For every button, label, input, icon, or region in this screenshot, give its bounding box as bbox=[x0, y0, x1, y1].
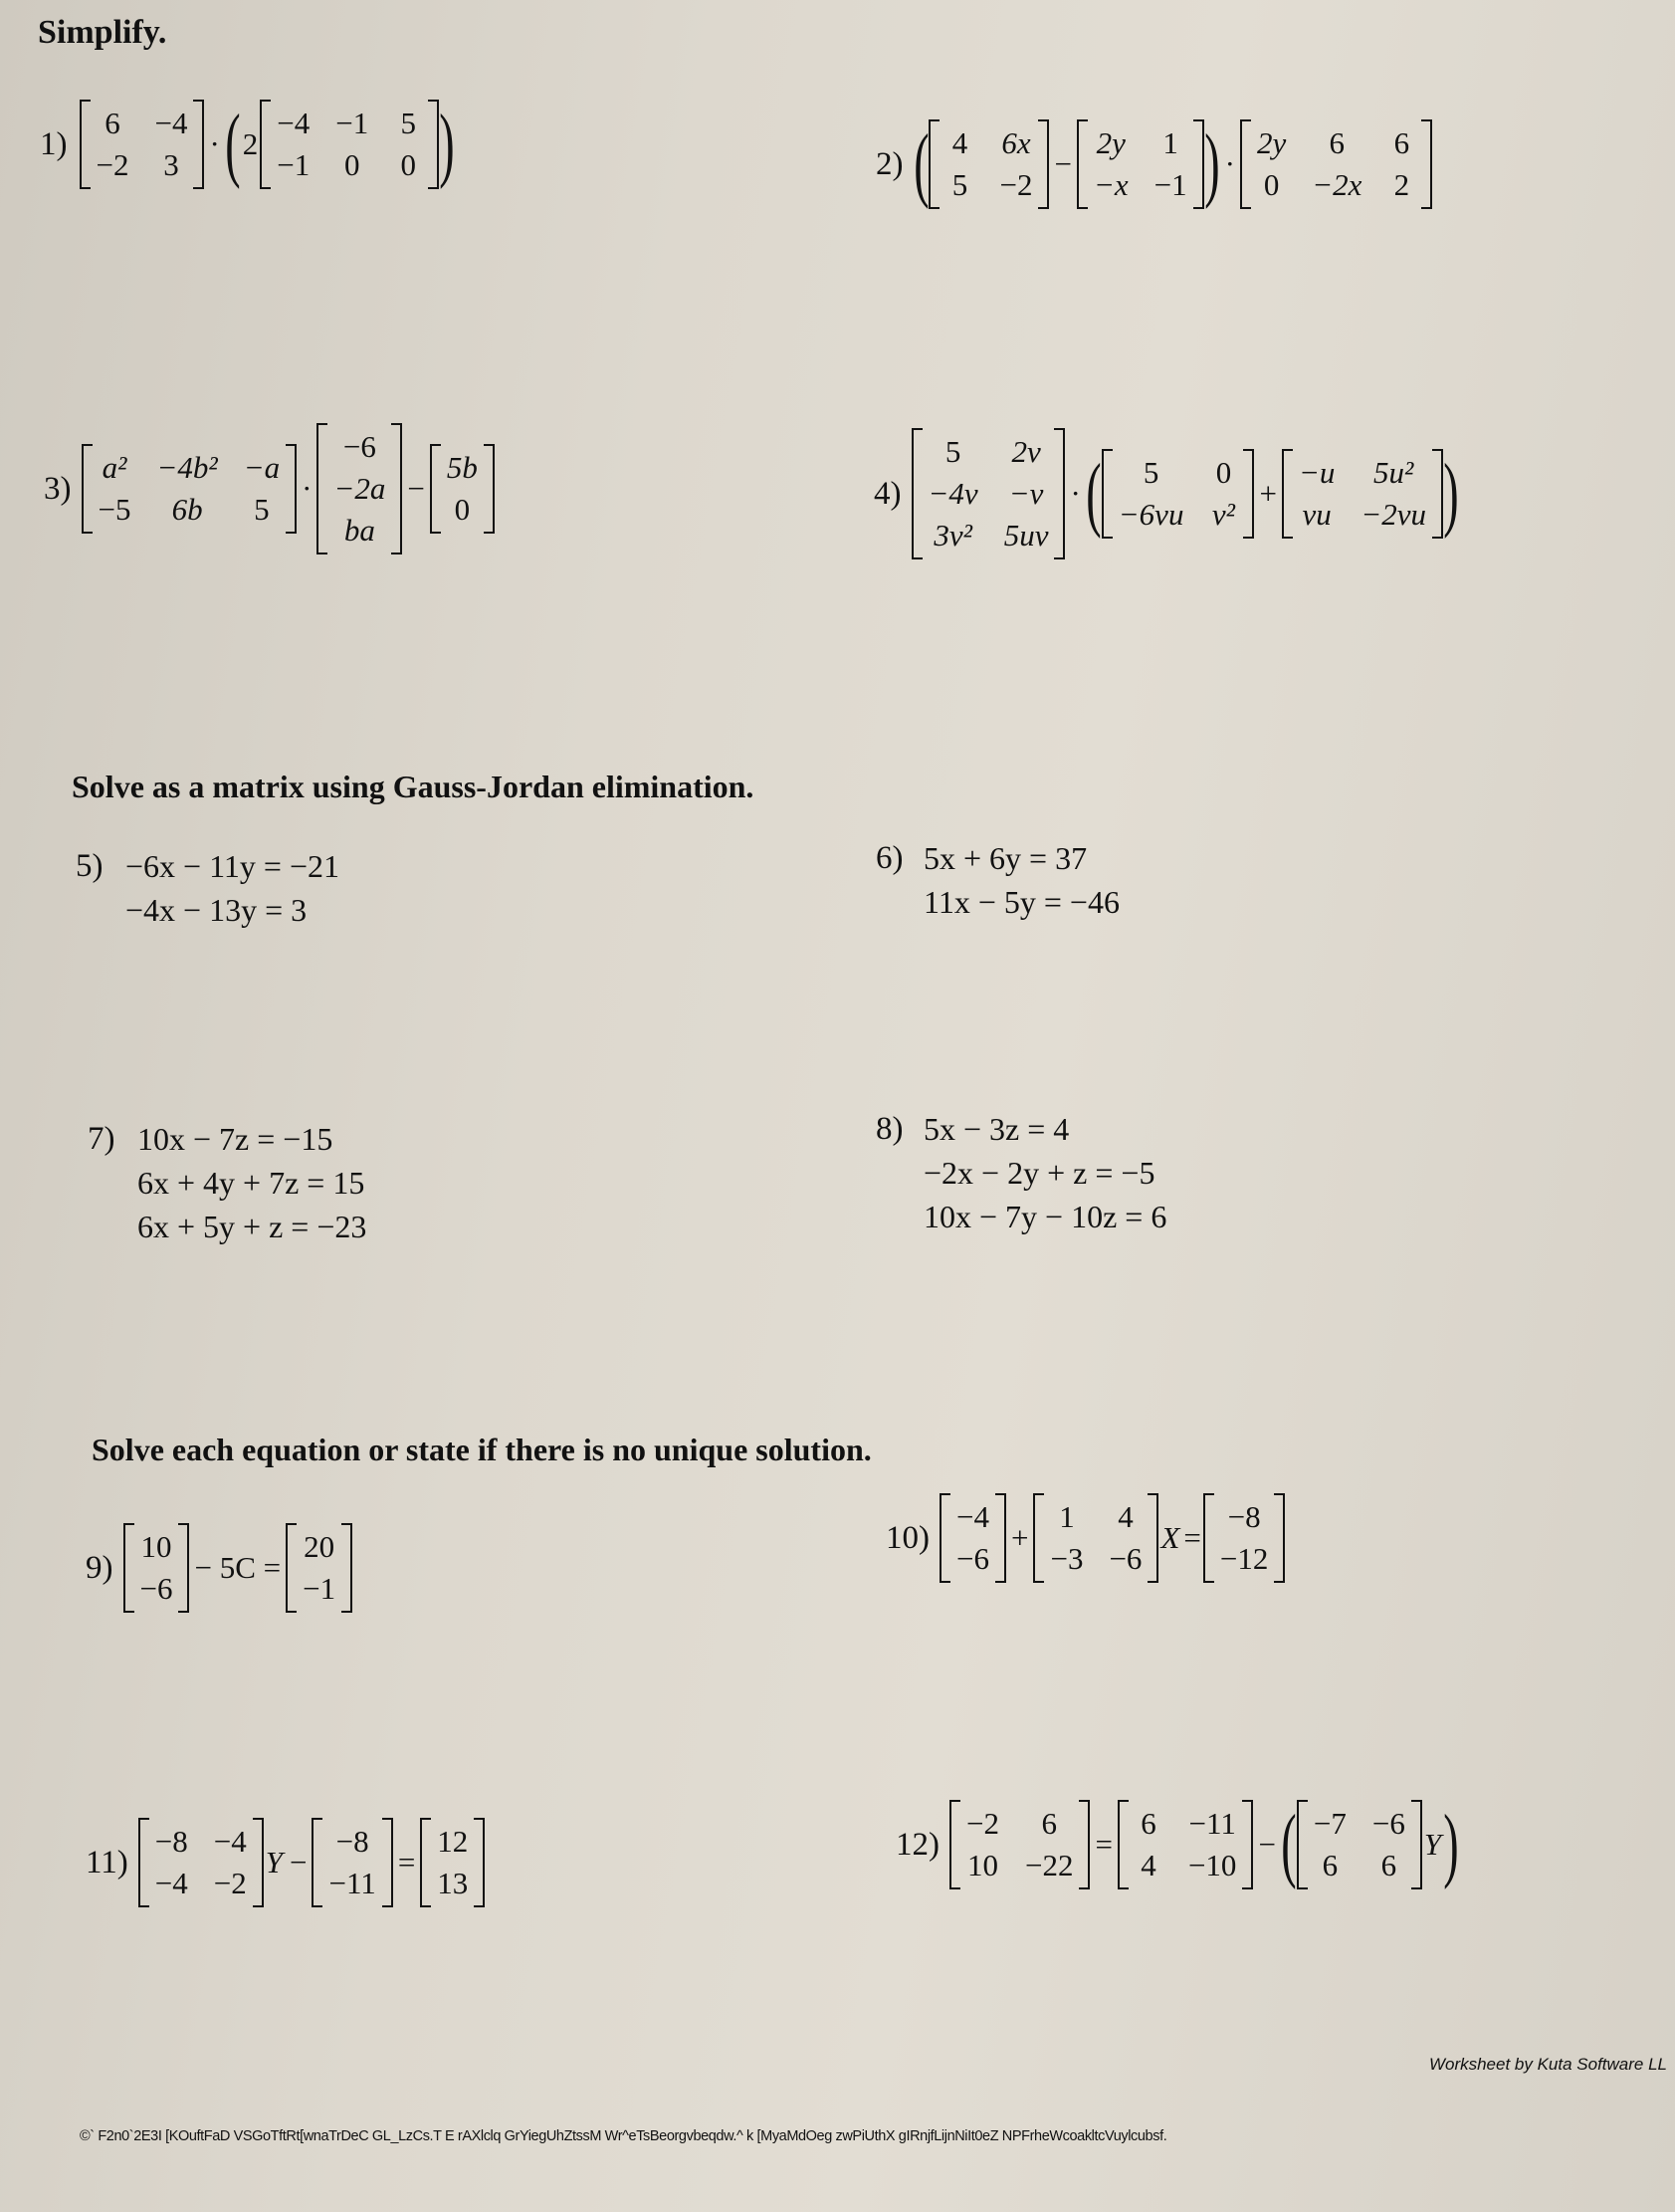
right-bracket bbox=[1411, 1800, 1422, 1889]
matrix-cell: 6 bbox=[1393, 125, 1410, 160]
right-bracket bbox=[1054, 428, 1065, 559]
problem-12 bbox=[896, 1800, 1459, 1889]
matrix-cell: 5uv bbox=[1003, 518, 1049, 553]
right-bracket bbox=[1432, 449, 1443, 539]
equals-operator: = bbox=[1183, 1520, 1201, 1555]
matrix-body bbox=[960, 1800, 1079, 1889]
matrix-cell: 5 bbox=[254, 492, 270, 527]
right-bracket bbox=[178, 1523, 189, 1613]
left-bracket bbox=[82, 444, 93, 534]
matrix-cell: −10 bbox=[1187, 1848, 1237, 1882]
matrix bbox=[138, 1818, 264, 1907]
matrix-cell: 2v bbox=[1011, 434, 1041, 469]
left-bracket bbox=[929, 119, 940, 209]
problem-number: 9) bbox=[86, 1549, 113, 1586]
matrix-cell: 1 bbox=[1162, 125, 1178, 160]
matrix-cell: 6x bbox=[1001, 125, 1031, 160]
left-bracket bbox=[940, 1493, 950, 1583]
matrix bbox=[912, 428, 1066, 559]
matrix-cell: 4 bbox=[951, 125, 968, 160]
right-bracket bbox=[995, 1493, 1006, 1583]
matrix-cell: 10 bbox=[140, 1529, 172, 1564]
matrix-cell: 13 bbox=[437, 1866, 469, 1900]
matrix-cell: −6 bbox=[1371, 1806, 1405, 1841]
equation-line: −2x − 2y + z = −5 bbox=[924, 1155, 1155, 1191]
copyright-line: ©` F2n0`2E3I [KOuftFaD VSGoTftRt[wnaTrDeC GL_LzCs.T E rAXlclq GrYiegUhZtssM Wr^eTsBeorgvbeqdw.^ k [MyaMdOeg zwPiUthX gIRnjfLijnNiIt0eZ NPFrheWcoakltcVuylcubsf. bbox=[80, 2128, 1167, 2144]
matrix-cell: −4 bbox=[956, 1499, 989, 1534]
matrix-cell: 0 bbox=[344, 147, 360, 182]
matrix bbox=[123, 1523, 190, 1613]
matrix bbox=[940, 1493, 1006, 1583]
left-bracket bbox=[138, 1818, 149, 1907]
matrix-body bbox=[950, 1493, 995, 1583]
right-bracket bbox=[286, 444, 297, 534]
matrix-cell: 6 bbox=[1329, 125, 1346, 160]
matrix-body bbox=[1088, 119, 1193, 209]
matrix-cell: −2 bbox=[96, 147, 129, 182]
matrix-cell: 6 bbox=[1380, 1848, 1397, 1882]
right-bracket bbox=[341, 1523, 352, 1613]
left-bracket bbox=[312, 1818, 322, 1907]
matrix-cell: −22 bbox=[1024, 1848, 1074, 1882]
matrix-body bbox=[441, 444, 484, 534]
matrix-body bbox=[1251, 119, 1421, 209]
matrix-cell: −2 bbox=[966, 1806, 999, 1841]
matrix-cell: 3v² bbox=[934, 518, 972, 553]
matrix bbox=[1282, 449, 1443, 539]
matrix-cell: 0 bbox=[400, 147, 416, 182]
right-bracket bbox=[1421, 119, 1432, 209]
matrix-cell: −8 bbox=[154, 1824, 188, 1859]
matrix-cell: −11 bbox=[328, 1866, 376, 1900]
matrix-cell: 0 bbox=[1215, 455, 1232, 490]
problem-number: 11) bbox=[86, 1844, 128, 1880]
equation-line: −4x − 13y = 3 bbox=[125, 892, 308, 928]
problem-number: 8) bbox=[876, 1111, 904, 1147]
kuta-credit: Worksheet by Kuta Software LL bbox=[1428, 2055, 1667, 2074]
problem-number: 7) bbox=[88, 1121, 115, 1157]
matrix-cell: 5 bbox=[400, 106, 416, 140]
matrix-cell: −7 bbox=[1313, 1806, 1347, 1841]
right-bracket bbox=[391, 423, 402, 554]
heading-gauss-jordan: Solve as a matrix using Gauss-Jordan elimination. bbox=[72, 769, 754, 804]
problem-9 bbox=[86, 1523, 352, 1613]
matrix-cell: 0 bbox=[454, 492, 471, 527]
matrix-body bbox=[1293, 449, 1432, 539]
matrix-cell: 6 bbox=[105, 106, 120, 140]
matrix-cell: −a bbox=[243, 450, 281, 485]
matrix bbox=[949, 1800, 1090, 1889]
right-bracket bbox=[1274, 1493, 1285, 1583]
equation-line: −6x − 11y = −21 bbox=[125, 848, 339, 884]
right-bracket bbox=[1038, 119, 1049, 209]
left-bracket bbox=[1118, 1800, 1129, 1889]
matrix-cell: 5 bbox=[1143, 455, 1159, 490]
left-bracket bbox=[1240, 119, 1251, 209]
right-bracket bbox=[193, 100, 204, 189]
matrix-cell: 12 bbox=[437, 1824, 469, 1859]
right-paren: ) bbox=[1203, 117, 1220, 210]
left-bracket bbox=[430, 444, 441, 534]
equation-line: 5x + 6y = 37 bbox=[924, 840, 1088, 876]
right-paren: ) bbox=[439, 98, 455, 190]
matrix-cell: −6 bbox=[956, 1541, 989, 1576]
equation-system bbox=[125, 844, 339, 932]
left-bracket bbox=[420, 1818, 431, 1907]
left-paren: ( bbox=[1086, 447, 1102, 540]
left-bracket bbox=[1102, 449, 1113, 539]
left-bracket bbox=[1033, 1493, 1044, 1583]
problem-11 bbox=[86, 1818, 485, 1907]
matrix-body bbox=[271, 100, 428, 189]
matrix-cell: −6 bbox=[1109, 1541, 1143, 1576]
equation-system bbox=[137, 1117, 366, 1248]
equation-line: 10x − 7y − 10z = 6 bbox=[924, 1199, 1167, 1234]
right-bracket bbox=[382, 1818, 393, 1907]
dot-operator: · bbox=[302, 471, 313, 506]
variable: X bbox=[1160, 1520, 1180, 1555]
problem-4 bbox=[874, 428, 1459, 559]
equation-line: 10x − 7z = −15 bbox=[137, 1121, 333, 1157]
minus-operator: − bbox=[1054, 146, 1072, 181]
right-paren: ) bbox=[1443, 447, 1459, 540]
equation-line: 6x + 5y + z = −23 bbox=[137, 1209, 367, 1244]
minus-operator: − bbox=[1258, 1827, 1276, 1862]
problem-number: 2) bbox=[876, 145, 904, 182]
matrix-body bbox=[1214, 1493, 1274, 1583]
dot-operator: · bbox=[209, 126, 220, 161]
heading-solve-equations: Solve each equation or state if there is no unique solution. bbox=[92, 1432, 872, 1467]
matrix-cell: 4 bbox=[1141, 1848, 1156, 1882]
matrix bbox=[1102, 449, 1255, 539]
matrix-cell: 6 bbox=[1141, 1806, 1156, 1841]
right-bracket bbox=[474, 1818, 485, 1907]
matrix-body bbox=[297, 1523, 341, 1613]
equation-system bbox=[924, 1107, 1166, 1238]
dot-operator: · bbox=[1224, 146, 1235, 181]
matrix bbox=[1033, 1493, 1158, 1583]
problem-1 bbox=[40, 100, 455, 189]
matrix-body bbox=[1044, 1493, 1148, 1583]
minus-operator: − bbox=[289, 1845, 308, 1880]
matrix-cell: −4 bbox=[154, 1866, 188, 1900]
matrix-cell: a² bbox=[102, 450, 127, 485]
left-paren: ( bbox=[225, 98, 241, 190]
problem-2 bbox=[876, 119, 1432, 209]
matrix-cell: 3 bbox=[163, 147, 179, 182]
heading-simplify: Simplify. bbox=[38, 14, 167, 51]
matrix-cell: 5u² bbox=[1373, 455, 1414, 490]
matrix bbox=[929, 119, 1049, 209]
matrix-cell: 10 bbox=[966, 1848, 998, 1882]
left-bracket bbox=[260, 100, 271, 189]
matrix-body bbox=[91, 100, 194, 189]
matrix-cell: ba bbox=[343, 513, 375, 548]
dot-operator: · bbox=[1070, 476, 1081, 511]
left-bracket bbox=[316, 423, 327, 554]
matrix-cell: 1 bbox=[1059, 1499, 1075, 1534]
matrix-cell: −2x bbox=[1312, 167, 1362, 202]
matrix-cell: vu bbox=[1302, 497, 1332, 532]
equation-line: 6x + 4y + 7z = 15 bbox=[137, 1165, 365, 1201]
matrix-cell: −4 bbox=[277, 106, 311, 140]
matrix-cell: −1 bbox=[277, 147, 311, 182]
matrix-cell: 6 bbox=[1041, 1806, 1057, 1841]
matrix-cell: −2 bbox=[213, 1866, 247, 1900]
left-bracket bbox=[1282, 449, 1293, 539]
matrix bbox=[1203, 1493, 1285, 1583]
variable: Y bbox=[265, 1845, 283, 1880]
matrix-cell: 2y bbox=[1096, 125, 1126, 160]
matrix-body bbox=[1113, 449, 1244, 539]
problem-number: 4) bbox=[874, 475, 902, 512]
equation-system bbox=[924, 836, 1120, 924]
matrix bbox=[1118, 1800, 1253, 1889]
equation-middle: − 5C = bbox=[194, 1550, 282, 1585]
matrix-body bbox=[940, 119, 1038, 209]
matrix-cell: 5b bbox=[446, 450, 478, 485]
matrix-cell: −6vu bbox=[1118, 497, 1184, 532]
matrix-cell: 0 bbox=[1263, 167, 1280, 202]
right-bracket bbox=[428, 100, 439, 189]
matrix-cell: −v bbox=[1008, 476, 1044, 511]
matrix-cell: 5 bbox=[951, 167, 968, 202]
left-paren: ( bbox=[913, 117, 930, 210]
matrix-cell: −5 bbox=[98, 492, 131, 527]
left-bracket bbox=[123, 1523, 134, 1613]
matrix bbox=[286, 1523, 352, 1613]
matrix-cell: −1 bbox=[303, 1571, 336, 1606]
right-bracket bbox=[484, 444, 495, 534]
right-paren: ) bbox=[1443, 1798, 1459, 1890]
left-bracket bbox=[949, 1800, 960, 1889]
matrix-cell: −1 bbox=[1153, 167, 1187, 202]
plus-operator: + bbox=[1010, 1520, 1029, 1555]
left-paren: ( bbox=[1281, 1798, 1297, 1890]
matrix-cell: 6b bbox=[171, 492, 203, 527]
matrix-body bbox=[923, 428, 1055, 559]
matrix-body bbox=[134, 1523, 179, 1613]
matrix bbox=[1077, 119, 1204, 209]
matrix-cell: −6 bbox=[139, 1571, 173, 1606]
equation-line: 11x − 5y = −46 bbox=[924, 884, 1120, 920]
problem-number: 12) bbox=[896, 1826, 940, 1863]
matrix bbox=[1297, 1800, 1422, 1889]
left-bracket bbox=[80, 100, 91, 189]
plus-operator: + bbox=[1259, 476, 1277, 511]
matrix-cell: −11 bbox=[1188, 1806, 1236, 1841]
left-bracket bbox=[1297, 1800, 1308, 1889]
matrix-body bbox=[431, 1818, 474, 1907]
problem-7 bbox=[88, 1117, 366, 1248]
matrix bbox=[80, 100, 205, 189]
left-bracket bbox=[1077, 119, 1088, 209]
matrix bbox=[260, 100, 439, 189]
problem-8 bbox=[876, 1107, 1166, 1238]
equals-operator: = bbox=[397, 1845, 416, 1880]
right-bracket bbox=[1079, 1800, 1090, 1889]
matrix-body bbox=[93, 444, 287, 534]
equals-operator: = bbox=[1095, 1827, 1113, 1862]
problem-3 bbox=[44, 423, 495, 554]
equation-line: 5x − 3z = 4 bbox=[924, 1111, 1070, 1147]
problem-10 bbox=[886, 1493, 1285, 1583]
matrix bbox=[420, 1818, 485, 1907]
right-bracket bbox=[253, 1818, 264, 1907]
problem-6 bbox=[876, 836, 1120, 924]
matrix-cell: 4 bbox=[1118, 1499, 1134, 1534]
matrix-cell: −x bbox=[1093, 167, 1129, 202]
matrix-cell: −3 bbox=[1050, 1541, 1084, 1576]
matrix-cell: −u bbox=[1298, 455, 1336, 490]
right-bracket bbox=[1243, 449, 1254, 539]
scalar-coefficient: 2 bbox=[242, 126, 259, 161]
problem-number: 3) bbox=[44, 470, 72, 507]
matrix bbox=[82, 444, 298, 534]
matrix-cell: −4v bbox=[928, 476, 978, 511]
matrix-cell: −1 bbox=[335, 106, 369, 140]
minus-operator: − bbox=[407, 471, 425, 506]
matrix-cell: −2vu bbox=[1361, 497, 1427, 532]
matrix-body bbox=[327, 423, 391, 554]
problem-number: 5) bbox=[76, 848, 104, 884]
matrix bbox=[430, 444, 495, 534]
matrix-cell: −12 bbox=[1219, 1541, 1269, 1576]
matrix-cell: −4 bbox=[154, 106, 188, 140]
matrix-cell: 2 bbox=[1393, 167, 1410, 202]
problem-number: 6) bbox=[876, 840, 904, 876]
right-bracket bbox=[1193, 119, 1204, 209]
matrix-cell: −4 bbox=[213, 1824, 247, 1859]
matrix-cell: 20 bbox=[304, 1529, 335, 1564]
matrix bbox=[1240, 119, 1432, 209]
matrix bbox=[316, 423, 402, 554]
matrix-cell: 6 bbox=[1322, 1848, 1339, 1882]
problem-number: 1) bbox=[40, 125, 68, 162]
problem-number: 10) bbox=[886, 1519, 930, 1556]
matrix-body bbox=[322, 1818, 381, 1907]
left-bracket bbox=[286, 1523, 297, 1613]
matrix-cell: v² bbox=[1211, 497, 1235, 532]
matrix-cell: 2y bbox=[1256, 125, 1287, 160]
right-bracket bbox=[1242, 1800, 1253, 1889]
problem-5 bbox=[76, 844, 339, 932]
matrix bbox=[312, 1818, 392, 1907]
matrix-cell: 5 bbox=[944, 434, 961, 469]
matrix-body bbox=[149, 1818, 253, 1907]
matrix-cell: −2a bbox=[333, 471, 386, 506]
matrix-cell: −4b² bbox=[156, 450, 218, 485]
right-bracket bbox=[1148, 1493, 1158, 1583]
matrix-body bbox=[1129, 1800, 1242, 1889]
matrix-cell: −8 bbox=[1227, 1499, 1261, 1534]
left-bracket bbox=[1203, 1493, 1214, 1583]
left-bracket bbox=[912, 428, 923, 559]
variable: Y bbox=[1423, 1827, 1442, 1862]
matrix-cell: −6 bbox=[342, 429, 376, 464]
matrix-cell: −8 bbox=[335, 1824, 369, 1859]
matrix-cell: −2 bbox=[999, 167, 1033, 202]
matrix-body bbox=[1308, 1800, 1411, 1889]
